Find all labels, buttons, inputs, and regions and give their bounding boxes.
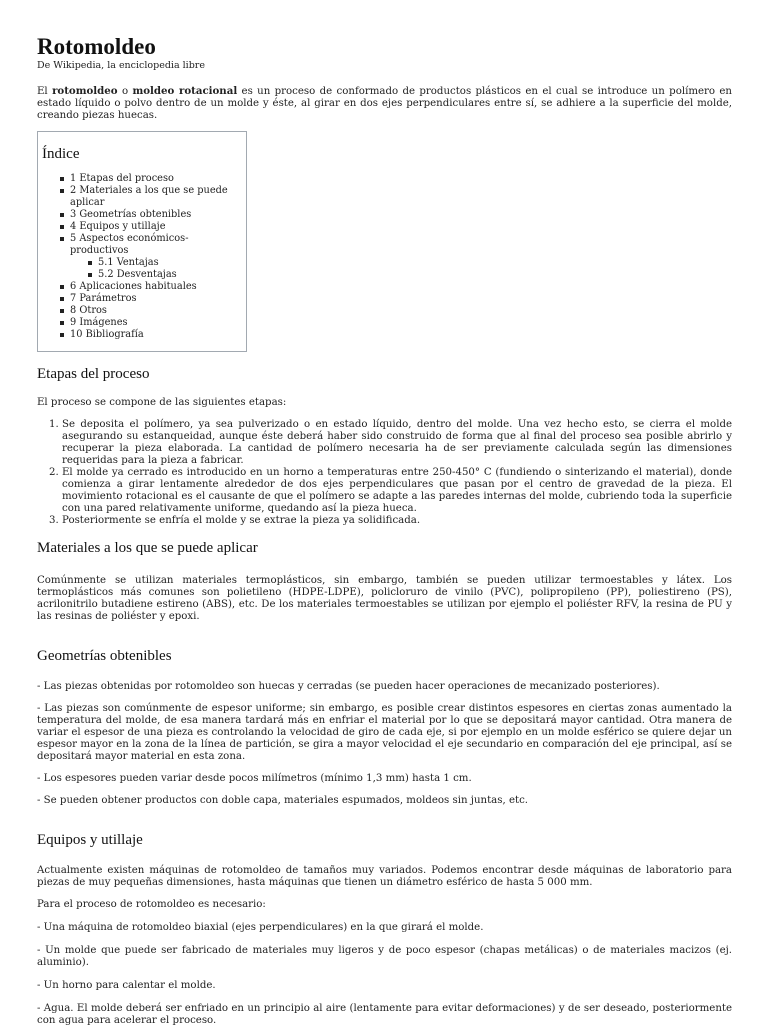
toc-item-4[interactable]: 4 Equipos y utillaje bbox=[60, 221, 246, 233]
toc-title: Índice bbox=[42, 146, 80, 162]
equipos-paragraph-3: - Una máquina de rotomoldeo biaxial (ejes perpendiculares) en la que girará el molde. bbox=[37, 922, 484, 933]
heading-equipos: Equipos y utillaje bbox=[37, 832, 143, 848]
toc-item-1[interactable]: 1 Etapas del proceso bbox=[60, 173, 246, 185]
materiales-paragraph: Comúnmente se utilizan materiales termoplásticos, sin embargo, también se pueden utilizar termoestables y látex. Los termoplásticos más comunes son polietileno (HDPE-LDPE), policloruro de vinilo (PVC), polipropileno (PP), poliestireno (PS), acrilonitrilo butadiene estireno (ABS), etc. De los materiales termoestables se utilizan por ejemplo el poliéster RFV, la resina de PU y las resinas de poliéster y epoxi. bbox=[37, 575, 732, 622]
heading-etapas: Etapas del proceso bbox=[37, 366, 150, 382]
page-title: Rotomoldeo bbox=[37, 34, 156, 59]
toc-item-6[interactable]: 6 Aplicaciones habituales bbox=[60, 281, 246, 293]
toc-item-7[interactable]: 7 Parámetros bbox=[60, 293, 246, 305]
toc-item-5-group bbox=[60, 233, 246, 281]
toc-item-10[interactable]: 10 Bibliografía bbox=[60, 329, 246, 341]
intro-mid: o bbox=[117, 86, 133, 97]
toc-item-3[interactable]: 3 Geometrías obtenibles bbox=[60, 209, 246, 221]
etapas-step-1: 1. Se deposita el polímero, ya sea pulverizado o en estado líquido, dentro del molde. Una vez hecho esto, se cierra el molde asegurando su estanqueidad, aunque éste deberá haber sido construido de forma que al final del proceso sea posible abrirlo y recuperar la pieza elaborada. La cantidad de polímero necesaria ha de ser previamente calculada según las dimensiones requeridas para la pieza a fabricar. bbox=[62, 419, 732, 467]
geometrias-paragraph-4: - Se pueden obtener productos con doble capa, materiales espumados, moldeos sin juntas, etc. bbox=[37, 795, 529, 806]
page-subtitle: De Wikipedia, la enciclopedia libre bbox=[37, 60, 205, 71]
equipos-paragraph-5: - Un horno para calentar el molde. bbox=[37, 980, 216, 991]
etapas-lead: El proceso se compone de las siguientes etapas: bbox=[37, 397, 287, 408]
toc-item-5[interactable]: 5 Aspectos económicos-productivos bbox=[70, 233, 189, 256]
toc-item-9[interactable]: 9 Imágenes bbox=[60, 317, 246, 329]
geometrias-paragraph-2: - Las piezas son comúnmente de espesor uniforme; sin embargo, es posible crear distintos espesores en ciertas zonas aumentado la temperatura del molde, de esa manera tardará más en enfriar el material por lo que se depositará mayor cantidad. Otra manera de variar el espesor de una pieza es controlando la velocidad de giro de cada eje, si por ejemplo en un molde esférico se quiere dejar un espesor mayor en la zona de la línea de partición, se gira a mayor velocidad el eje secundario en comparación del eje principal, así se depositará mayor material en esta zona. bbox=[37, 703, 732, 762]
etapas-step-3: 3. Posteriormente se enfría el molde y se extrae la pieza ya solidificada. bbox=[62, 515, 732, 527]
toc-sublist bbox=[70, 257, 246, 281]
equipos-paragraph-1: Actualmente existen máquinas de rotomoldeo de tamaños muy variados. Podemos encontrar desde máquinas de laboratorio para piezas de muy pequeñas dimensiones, hasta máquinas que tienen un diámetro esférico de hasta 5 000 mm. bbox=[37, 865, 732, 888]
geometrias-paragraph-3: - Los espesores pueden variar desde pocos milímetros (mínimo 1,3 mm) hasta 1 cm. bbox=[37, 773, 472, 784]
intro-term-rotomoldeo: rotomoldeo bbox=[52, 85, 118, 97]
equipos-paragraph-2: Para el proceso de rotomoldeo es necesario: bbox=[37, 899, 266, 910]
toc-list bbox=[42, 173, 246, 341]
etapas-step-2: 2. El molde ya cerrado es introducido en un horno a temperaturas entre 250-450° C (fundiendo o sinterizando el material), donde comienza a girar lentamente alrededor de dos ejes perpendiculares que pasan por el centro de gravedad de la pieza. El movimiento rotacional es el causante de que el polímero se adapte a las paredes internas del molde, cubriendo toda la superficie con una pared relativamente uniforme, quedando así la pieza hueca. bbox=[62, 467, 732, 515]
etapas-steps bbox=[37, 419, 732, 527]
heading-geometrias: Geometrías obtenibles bbox=[37, 648, 172, 664]
geometrias-paragraph-1: - Las piezas obtenidas por rotomoldeo son huecas y cerradas (se pueden hacer operaciones de mecanizado posteriores). bbox=[37, 681, 660, 692]
toc-subitem-5-2[interactable]: 5.2 Desventajas bbox=[88, 269, 246, 281]
intro-term-moldeo-rotacional: moldeo rotacional bbox=[132, 85, 238, 97]
toc-item-8[interactable]: 8 Otros bbox=[60, 305, 246, 317]
equipos-paragraph-6: - Agua. El molde deberá ser enfriado en un principio al aire (lentamente para evitar deformaciones) y de ser deseado, posteriormente con agua para acelerar el proceso. bbox=[37, 1003, 732, 1026]
toc-subitem-5-1[interactable]: 5.1 Ventajas bbox=[88, 257, 246, 269]
equipos-paragraph-4: - Un molde que puede ser fabricado de materiales muy ligeros y de poco espesor (chapas metálicas) o de materiales macizos (ej. aluminio). bbox=[37, 945, 732, 968]
heading-materiales: Materiales a los que se puede aplicar bbox=[37, 540, 258, 556]
toc-item-2[interactable]: 2 Materiales a los que se puede aplicar bbox=[60, 185, 246, 209]
intro-post: es un proceso de conformado de productos plásticos en el cual se introduce un polímero en estado líquido o polvo dentro de un molde y éste, al girar en dos ejes perpendiculares entre sí, se adhiere a la superficie del molde, creando piezas huecas. bbox=[37, 86, 732, 121]
intro-pre: El bbox=[37, 86, 53, 97]
intro-paragraph bbox=[37, 85, 732, 122]
table-of-contents bbox=[37, 131, 247, 352]
